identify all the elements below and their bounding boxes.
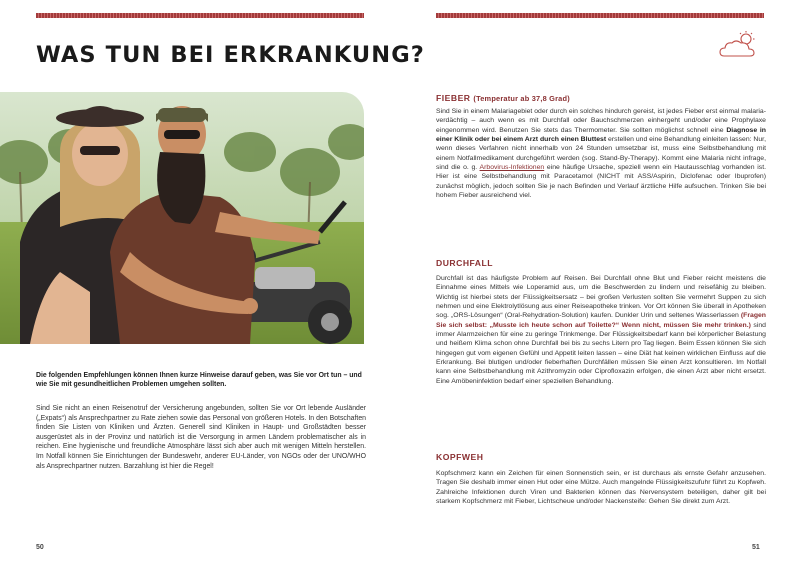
fieber-paragraph: Sind Sie in einem Malariagebiet oder durch ein solches hindurch gereist, ist jedes Fieber erst einmal malaria-verdächtig – auch wenn es mit Durchfall oder Bauchschmerzen einhergeht und/oder eine Prophylaxe eingenommen wird. Benutzen Sie stets das Thermometer. Sie sollten möglichst schnell eine Diagnose in einer Klinik oder bei einem Arzt durch einen Bluttest erstellen und eine Behandlung einleiten lassen: Nur, wenn dieses Verfahren nicht innerhalb von 24 Stunden umsetzbar ist, muss eine Selbstbehandlung mit einem Notfallmedikament durchgeführt werden (sog. Stand-By-Therapy). Kommt eine Malaria nicht infrage, sind die o. g. Arbovirus-Infektionen eine häufige Ursache, speziell wenn ein Hautausschlag vorhanden ist. Hier ist eine Selbstbehandlung mit Paracetamol (NICHT mit ASS/Aspirin, Diclofenac oder Ibuprofen) zunächst möglich, jedoch sollten Sie je nach Befinden und Verlauf ärztliche Hilfe aufsuchen. Trinken Sie bei hohem Fieber ausreichend viel. xyxy=(436,108,766,200)
top-rule xyxy=(36,13,364,18)
lead-paragraph: Die folgenden Empfehlungen können Ihnen kurze Hinweise darauf geben, was Sie vor Ort tun – und wie Sie mit gesundheitlichen Problemen umgehen sollten. xyxy=(36,372,362,389)
heading-kopfweh: KOPFWEH xyxy=(436,452,484,462)
body-paragraph: Sind Sie nicht an einen Reisenotruf der Versicherung angebunden, sollten Sie vor Ort lebende Ausländer („Expats“) als Ansprechpartner zu Rate ziehen sowie das Personal von größeren Hotels. In den Botschaften finden Sie Listen von Kliniken und Ärzten. Generell sind Kliniken in Haupt- und Großstädten besser ausgerüstet als in der Provinz und natürlich ist die Versorgung in armen Ländern problematischer als in reichen. Eine hygienische und freundliche Atmosphäre lässt sich aber auch mit wenigen Mitteln herstellen. Im Notfall können Sie Einrichtungen der Bundeswehr, anderer EU-Länder, von NGOs oder der UNO/WHO als Ansprechpartner nutzen. Barzahlung ist hier die Regel! xyxy=(36,405,366,470)
heading-fieber: FIEBER (Temperatur ab 37,8 Grad) xyxy=(436,93,570,103)
couple-on-motorbike-photo xyxy=(0,92,364,344)
arbovirus-link[interactable]: Arbovirus-Infektionen xyxy=(479,164,545,172)
right-page xyxy=(400,0,800,568)
heading-durchfall: DURCHFALL xyxy=(436,258,494,268)
sun-cloud-icon xyxy=(718,30,758,62)
durchfall-paragraph: Durchfall ist das häufigste Problem auf Reisen. Bei Durchfall ohne Blut und Fieber reicht meistens die Einnahme eines Mittels wie Loperamid aus, um die Beschwerden zu lindern und reisefähig zu bleiben. Wichtig ist hierbei stets der Flüssigkeitsersatz – bei großen Verlusten sollten Sie vermehrt Suppen zu sich nehmen und eine Elektrolytlösung aus einer Reiseapotheke trinken. Vor Ort können Sie überall in Apotheken sog. „ORS-Lösungen“ (Oral-Rehydration-Solution) kaufen. Dunkler Urin und seltenes Wasserlassen (Fragen Sie sich selbst: „Musste ich heute schon auf Toilette?“ Wenn nicht, müssen Sie mehr trinken.) sind immer Alarmzeichen für eine zu geringe Trinkmenge. Der Flüssigkeitsbedarf kann bei körperlicher Belastung und heißem Klima schon ohne Durchfall bei bis zu sechs Litern pro Tag liegen. Beim Essen können Sie sich hingegen gut vom eigenen Gefühl und Appetit leiten lassen – eine Diät hat keinen wirklichen Einfluss auf die Erkrankung. Bei blutigen und/oder fieberhaften Durchfällen müssen Sie einen Arzt konsultieren. Im Notfall kann eine Selbstbehandlung mit Azithromyzin oder Ciprofloxazin erfolgen, die einen Arzt aber nicht ersetzt. Eine Amöbeninfektion bedarf einer speziellen Behandlung. xyxy=(436,275,766,385)
heading-fieber-sub: (Temperatur ab 37,8 Grad) xyxy=(473,94,570,103)
kopfweh-paragraph: Kopfschmerz kann ein Zeichen für einen Sonnenstich sein, er ist durchaus als ernste Gefahr anzusehen. Tragen Sie deshalb immer einen Hut oder eine Mütze. Auch mangelnde Flüssigkeitszufuhr führt zu Kopfweh. Zahlreiche Infektionen durch Viren und Bakterien können das Nervensystem beteiligen, daher gilt bei starkem Kopfschmerz mit Fieber, Lichtscheue und/oder Nackensteife: Gehen Sie direkt zum Arzt. xyxy=(436,470,766,506)
page-number-right: 51 xyxy=(752,544,760,551)
page-number-left: 50 xyxy=(36,544,44,551)
top-rule xyxy=(436,13,764,18)
page-title: WAS TUN BEI ERKRANKUNG? xyxy=(36,42,425,68)
